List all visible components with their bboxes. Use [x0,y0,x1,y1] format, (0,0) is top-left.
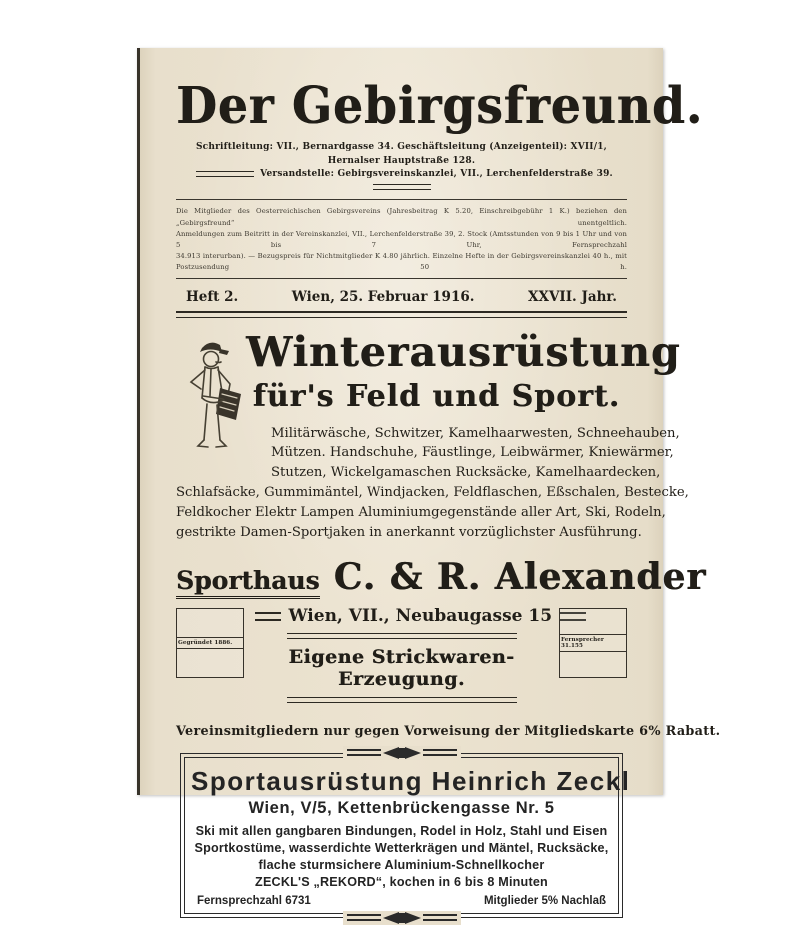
zeckl-body [191,823,612,891]
magazine-page [137,48,721,908]
zeckl-footer-row [191,895,612,907]
issue-date: Wien, 25. Februar 1916. [291,288,475,305]
dateline-row [176,283,627,311]
zeckl-advertisement-frame [180,753,631,918]
store-address-row [247,606,557,626]
double-rule [287,697,517,703]
zeckl-discount: Mitglieder 5% Nachlaß [483,895,606,908]
fine-print-line1: Die Mitglieder des Oesterreichischen Gebirgsvereins (Jahresbeitrag K 5.20, Einschreibgebühr 1 K.) beziehen den „Gebirgsfreund“ unentgeltlich. [176,207,627,227]
equals-mark-left [255,612,281,621]
fine-print-line2: Anmeldungen zum Beitritt in der Vereinskanzlei, VII., Lerchenfelderstraße 39, 2. Stock (Amtsstunden von 9 bis 1 Uhr und von 5 bis 7 Uhr, Fernsprechzahl [176,229,627,249]
store-name-row [176,556,707,599]
subscription-fine-print [176,206,627,273]
zeckl-phone: Fernsprechzahl 6731 [197,895,311,908]
masthead-address-line2: Versandstelle: Gebirgsvereinskanzlei, VII., Lerchenfelderstraße 39. [260,169,613,180]
divider-rule [176,278,627,279]
frame-ornament-bottom [343,911,461,925]
masthead-address-line1: Schriftleitung: VII., Bernardgasse 34. Geschäftsleitung (Anzeigenteil): XVII/1, Hernalser Hauptstraße 128. [195,142,608,166]
store-tagline: Eigene Strickwaren-Erzeugung. [288,646,515,691]
zeckl-advertisement [184,757,631,914]
soldier-illustration [178,336,260,472]
volume-year: XXVII. Jahr. [528,288,617,305]
magazine-title: Der Gebirgsfreund. [176,76,704,137]
ad-headline-2: für's Feld und Sport. [252,378,621,414]
goods-line: Mützen. Handschuhe, Fäustlinge, Leibwärmer, Kniewärmer, [271,445,674,461]
store-prefix: Sporthaus [176,566,320,599]
double-rule [176,311,627,318]
member-discount-note: Vereinsmitgliedern nur gegen Vorweisung der Mitgliedskarte 6% Rabatt. [176,724,721,740]
founded-label: Gegründet 1886. [177,637,243,649]
store-name: C. & R. Alexander [333,556,707,599]
goods-line: Stutzen, Wickelgamaschen Rucksäcke, Kamelhaardecken, [271,465,661,481]
zeckl-address: Wien, V/5, Kettenbrückengasse Nr. 5 [248,799,555,818]
store-address-column [247,606,557,703]
founded-stamp-box [176,608,244,678]
zeckl-body-line: Ski mit allen gangbaren Bindungen, Rodel in Holz, Stahl und Eisen [195,824,608,839]
goods-line: Feldkocher Elektr Lampen Aluminiumgegenstände aller Art, Ski, Rodeln, [176,504,666,520]
masthead-address-line2-row [176,168,627,195]
fine-print-line3: 34.913 interurban). — Bezugspreis für Nichtmitglieder K 4.80 jährlich. Einzelne Hefte in der Gebirgsvereinskanzlei 40 h., mit Postzusendung 50 h. [176,252,627,272]
divider-rule [176,199,627,200]
zeckl-body-line: Sportkostüme, wasserdichte Wetterkrägen und Mäntel, Rucksäcke, [194,841,609,856]
zeckl-headline: Sportausrüstung Heinrich Zeckl [191,766,631,797]
goods-line: Militärwäsche, Schwitzer, Kamelhaarwesten, Schneehauben, [271,425,680,441]
flourish-right [373,184,431,190]
zeckl-body-line: flache sturmsichere Aluminium-Schnellkocher [258,858,545,873]
zeckl-body-line: ZECKL'S „REKORD“, kochen in 6 bis 8 Minuten [255,875,548,890]
store-address-block [176,606,627,718]
frame-ornament-top [343,746,461,760]
alexander-advertisement [176,327,721,740]
phone-stamp-box [559,608,627,678]
goods-line: gestrikte Damen-Sportjaken in anerkannt vorzüglichster Ausführung. [176,524,642,540]
ad-headline-1: Winterausrüstung [246,327,681,376]
double-rule [287,633,517,639]
flourish-left [196,171,254,177]
store-address: Wien, VII., Neubaugasse 15 [288,606,553,627]
goods-line: Schlafsäcke, Gummimäntel, Windjacken, Feldflaschen, Eßschalen, Bestecke, [176,484,689,500]
issue-number: Heft 2. [186,288,239,305]
phone-label: Fernsprecher 31.155 [560,634,626,652]
